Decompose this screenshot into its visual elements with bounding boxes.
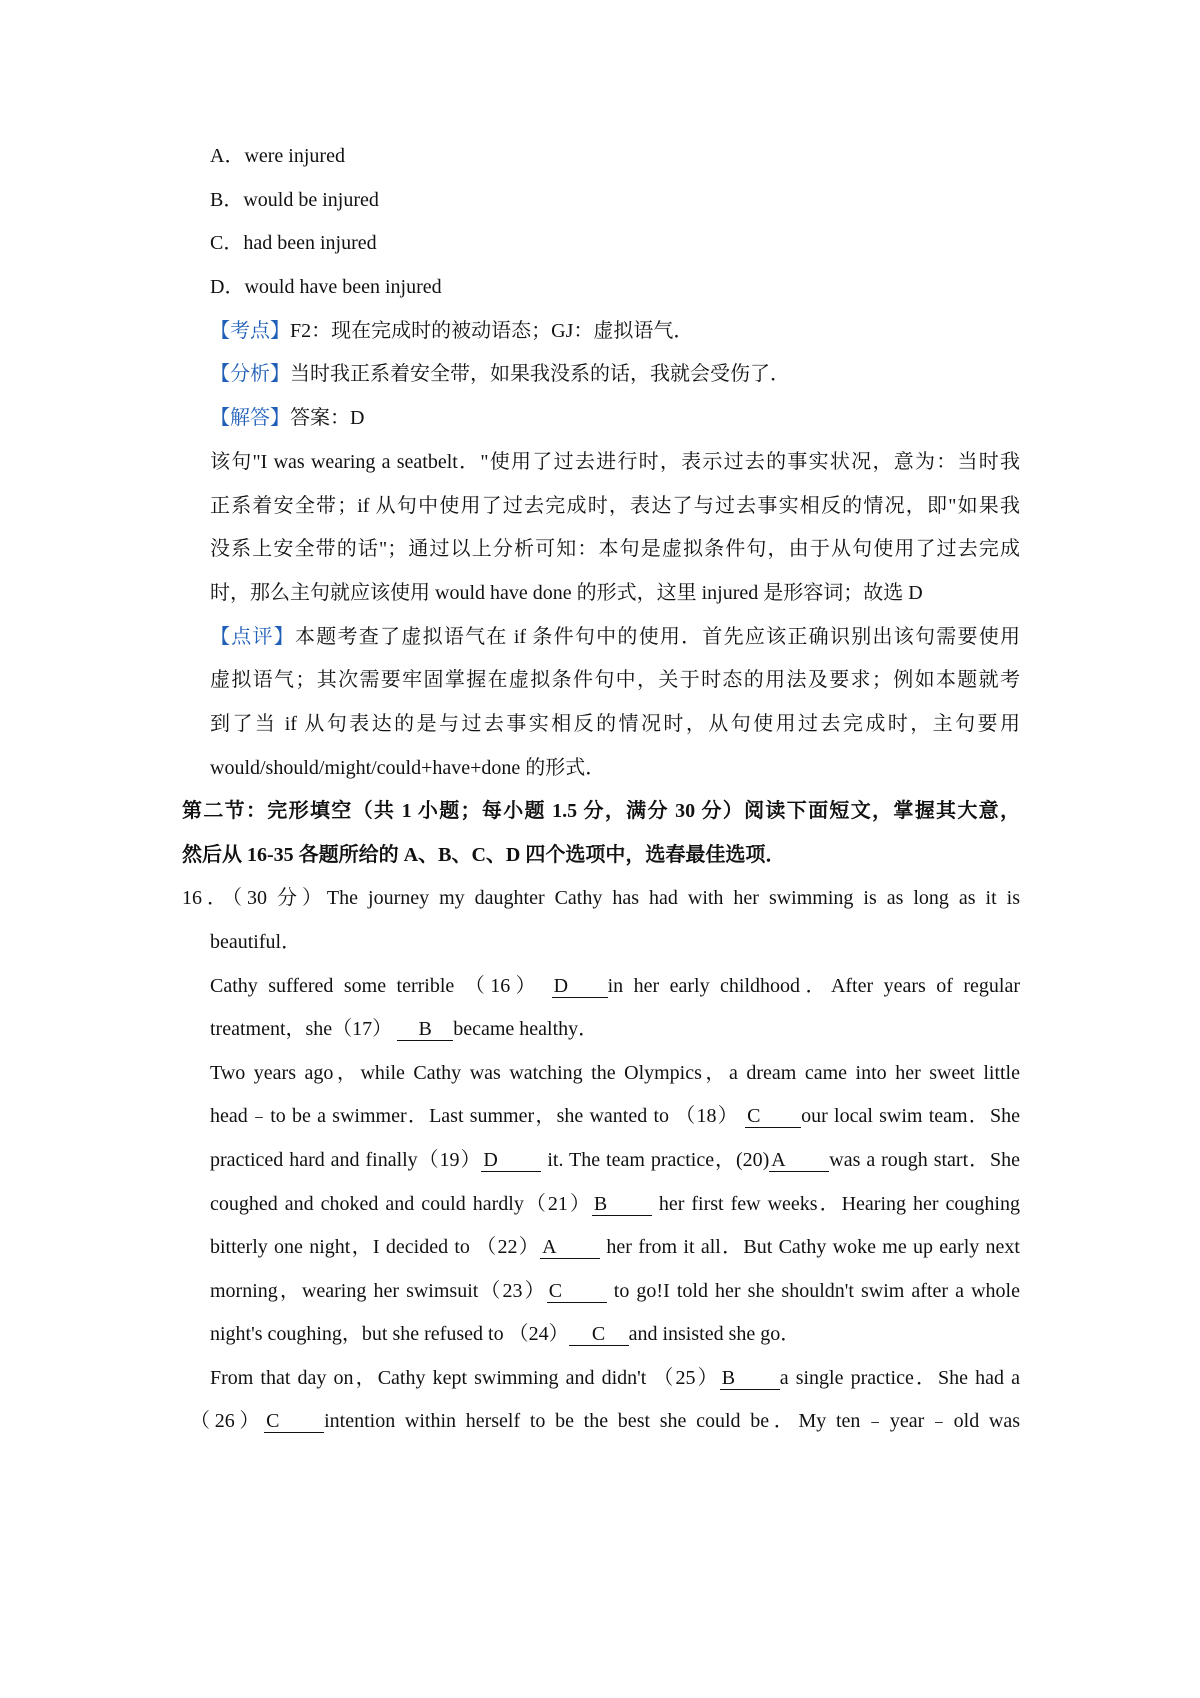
kaodian-tag: 【考点】	[210, 320, 290, 342]
fenxi-line	[210, 360, 1020, 388]
dianping-tag: 【点评】	[210, 626, 296, 648]
passage-line-9	[210, 1320, 1020, 1348]
answer-blank-22: A	[540, 1236, 600, 1259]
option-d: D．would have been injured	[210, 276, 442, 298]
passage-text: From that day on，Cathy kept swimming and didn't （25）	[210, 1367, 720, 1389]
dianping-text-1: 本题考查了虚拟语气在 if 条件句中的使用．首先应该正确识别出该句需要使用	[295, 626, 1020, 648]
answer-blank-18: C	[745, 1105, 801, 1128]
passage-text: her from it all．But Cathy woke me up early next	[600, 1236, 1020, 1258]
passage-text: her first few weeks．Hearing her coughing	[651, 1193, 1020, 1215]
option-b: B．would be injured	[210, 189, 379, 211]
jieda-tag: 【解答】	[210, 407, 290, 429]
passage-line-3: Two years ago，while Cathy was watching the Olympics，a dream came into her sweet little	[210, 1062, 1020, 1084]
answer-blank-23: C	[547, 1280, 607, 1303]
passage-line-8	[210, 1277, 1020, 1305]
passage-line-11	[190, 1407, 1020, 1435]
passage-text: （26）	[190, 1410, 265, 1432]
section-heading-line-2: 然后从 16-35 各题所给的 A、B、C、D 四个选项中，选春最佳选项．	[182, 844, 786, 866]
passage-text: became healthy．	[453, 1018, 599, 1040]
passage-text: head﹣to be a swimmer．Last summer，she wanted to （18）	[210, 1105, 739, 1127]
option-a: A．were injured	[210, 145, 345, 167]
answer-blank-21: B	[592, 1193, 652, 1216]
passage-line-1	[210, 972, 1020, 1000]
passage-text: coughed and choked and could hardly（21）	[210, 1193, 592, 1215]
explain-line-1: 该句"I was wearing a seatbelt．"使用了过去进行时，表示过去的事实状况，意为：当时我	[210, 451, 1020, 473]
fenxi-tag: 【分析】	[210, 363, 290, 385]
passage-text: Cathy suffered some terrible （16）	[210, 975, 542, 997]
passage-text: a single practice．She had a	[779, 1367, 1021, 1389]
passage-text: it. The team practice，(20)	[541, 1149, 770, 1171]
passage-text: to go!I told her she shouldn't swim after a whole	[606, 1280, 1020, 1302]
dianping-line-2: 虚拟语气；其次需要牢固掌握在虚拟条件句中，关于时态的用法及要求；例如本题就考	[210, 669, 1020, 691]
passage-text: was a rough start．She	[829, 1149, 1021, 1171]
passage-line-2	[210, 1015, 1020, 1043]
passage-line-5	[210, 1146, 1020, 1174]
answer-blank-19: D	[481, 1149, 541, 1172]
explain-line-4: 时，那么主句就应该使用 would have done 的形式，这里 injured 是形容词；故选 D	[210, 582, 923, 604]
kaodian-text: F2：现在完成时的被动语态；GJ：虚拟语气．	[290, 320, 694, 342]
dianping-line-4: would/should/might/could+have+done 的形式．	[210, 757, 606, 779]
answer-blank-26: C	[264, 1410, 324, 1433]
passage-text: treatment，she（17）	[210, 1018, 393, 1040]
explain-line-2: 正系着安全带；if 从句中使用了过去完成时，表达了与过去事实相反的情况，即"如果我	[210, 495, 1020, 517]
passage-line-7	[210, 1233, 1020, 1261]
question-16-stem: 16．（30 分）The journey my daughter Cathy has had with her swimming is as long as it is	[182, 887, 1020, 909]
passage-line-4	[210, 1102, 1020, 1130]
kaodian-line	[210, 317, 1020, 345]
passage-text: intention within herself to be the best she could be．My ten﹣year﹣old was	[324, 1410, 1020, 1432]
section-heading-line-1: 第二节：完形填空（共 1 小题；每小题 1.5 分，满分 30 分）阅读下面短文，掌握其大意，	[182, 800, 1020, 822]
option-c: C．had been injured	[210, 232, 377, 254]
passage-text: in her early childhood．After years of regular	[607, 975, 1021, 997]
answer-blank-16: D	[552, 975, 608, 998]
dianping-line-1	[210, 623, 1020, 651]
passage-text: and insisted she go．	[628, 1323, 801, 1345]
passage-line-10	[210, 1364, 1020, 1392]
answer-blank-20: A	[769, 1149, 829, 1172]
explain-line-3: 没系上安全带的话"；通过以上分析可知：本句是虚拟条件句，由于从句使用了过去完成	[210, 538, 1020, 560]
passage-text: practiced hard and finally（19）	[210, 1149, 482, 1171]
passage-text: night's coughing，but she refused to （24）	[210, 1323, 569, 1345]
answer-blank-25: B	[720, 1367, 780, 1390]
answer-blank-17: B	[397, 1018, 453, 1041]
question-16-stem-cont: beautiful．	[210, 931, 302, 953]
dianping-line-3: 到了当 if 从句表达的是与过去事实相反的情况时，从句使用过去完成时，主句要用	[210, 713, 1020, 735]
passage-text: morning，wearing her swimsuit（23）	[210, 1280, 547, 1302]
jieda-text: 答案：D	[290, 407, 365, 429]
answer-blank-24: C	[569, 1323, 629, 1346]
passage-text: our local swim team．She	[801, 1105, 1021, 1127]
fenxi-text: 当时我正系着安全带，如果我没系的话，我就会受伤了．	[290, 363, 790, 385]
passage-line-6	[210, 1190, 1020, 1218]
passage-text: bitterly one night，I decided to （22）	[210, 1236, 541, 1258]
jieda-line	[210, 404, 1020, 432]
